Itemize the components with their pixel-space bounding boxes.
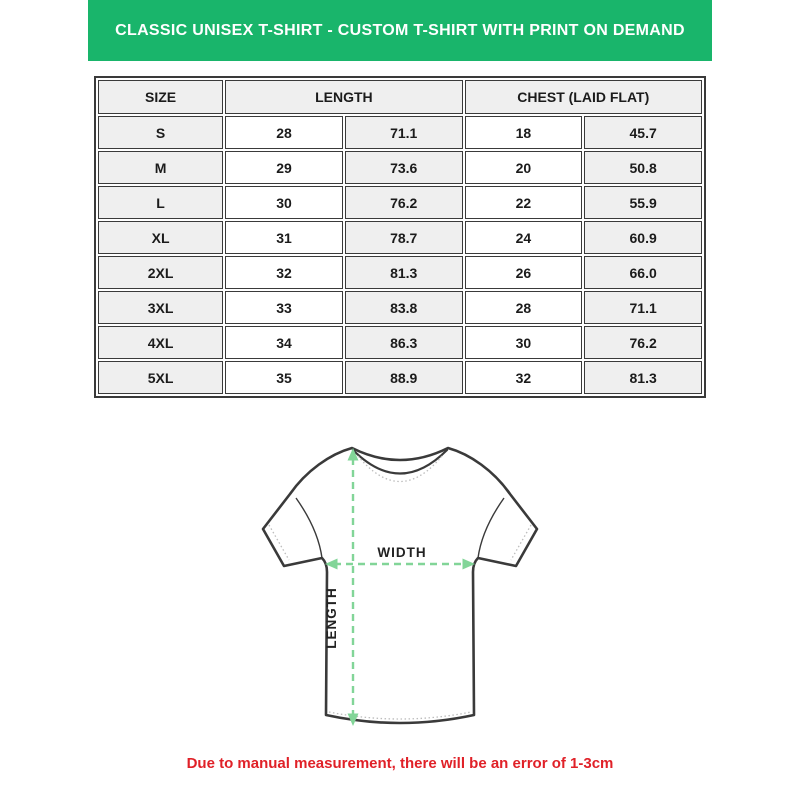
size-row-5xl — [98, 361, 702, 394]
size-row-2xl — [98, 256, 702, 289]
cell-length_cm: 71.1 — [345, 116, 463, 149]
cell-chest_cm: 76.2 — [584, 326, 702, 359]
header-banner — [88, 0, 712, 61]
cell-length_in: 33 — [225, 291, 343, 324]
cell-size: M — [98, 151, 223, 184]
column-header-chest: CHEST (LAID FLAT) — [465, 80, 702, 114]
column-header-size: SIZE — [98, 80, 223, 114]
tshirt-outline-icon — [263, 448, 537, 723]
cell-length_cm: 78.7 — [345, 221, 463, 254]
cell-size: 4XL — [98, 326, 223, 359]
cell-chest_cm: 71.1 — [584, 291, 702, 324]
cell-length_in: 30 — [225, 186, 343, 219]
cell-length_cm: 73.6 — [345, 151, 463, 184]
size-row-m — [98, 151, 702, 184]
size-table-body — [98, 116, 702, 394]
cell-size: 3XL — [98, 291, 223, 324]
cell-length_in: 28 — [225, 116, 343, 149]
cell-length_in: 34 — [225, 326, 343, 359]
cell-size: XL — [98, 221, 223, 254]
size-row-3xl — [98, 291, 702, 324]
size-chart-table — [94, 76, 706, 398]
cell-size: 5XL — [98, 361, 223, 394]
size-row-s — [98, 116, 702, 149]
cell-chest_in: 30 — [465, 326, 583, 359]
cell-chest_in: 28 — [465, 291, 583, 324]
cell-length_in: 32 — [225, 256, 343, 289]
cell-chest_cm: 45.7 — [584, 116, 702, 149]
cell-chest_in: 26 — [465, 256, 583, 289]
cell-length_cm: 76.2 — [345, 186, 463, 219]
page-title: CLASSIC UNISEX T-SHIRT - CUSTOM T-SHIRT WITH PRINT ON DEMAND — [115, 21, 685, 39]
cell-size: S — [98, 116, 223, 149]
size-row-xl — [98, 221, 702, 254]
cell-length_cm: 81.3 — [345, 256, 463, 289]
cell-chest_in: 18 — [465, 116, 583, 149]
size-row-l — [98, 186, 702, 219]
cell-length_cm: 88.9 — [345, 361, 463, 394]
cell-chest_in: 20 — [465, 151, 583, 184]
cell-chest_cm: 50.8 — [584, 151, 702, 184]
tshirt-diagram — [250, 441, 550, 741]
cell-length_in: 31 — [225, 221, 343, 254]
cell-chest_in: 32 — [465, 361, 583, 394]
cell-size: L — [98, 186, 223, 219]
cell-chest_in: 22 — [465, 186, 583, 219]
cell-chest_cm: 81.3 — [584, 361, 702, 394]
width-label: WIDTH — [377, 545, 427, 560]
measurement-error-note: Due to manual measurement, there will be an error of 1-3cm — [186, 755, 614, 772]
cell-chest_cm: 66.0 — [584, 256, 702, 289]
cell-chest_cm: 60.9 — [584, 221, 702, 254]
size-chart-container — [94, 76, 706, 398]
column-header-length: LENGTH — [225, 80, 462, 114]
size-row-4xl — [98, 326, 702, 359]
diagram-container — [0, 441, 800, 741]
cell-length_cm: 83.8 — [345, 291, 463, 324]
cell-chest_cm: 55.9 — [584, 186, 702, 219]
cell-length_in: 35 — [225, 361, 343, 394]
table-header-row — [98, 80, 702, 114]
length-label: LENGTH — [324, 587, 339, 649]
cell-chest_in: 24 — [465, 221, 583, 254]
cell-size: 2XL — [98, 256, 223, 289]
cell-length_in: 29 — [225, 151, 343, 184]
cell-length_cm: 86.3 — [345, 326, 463, 359]
